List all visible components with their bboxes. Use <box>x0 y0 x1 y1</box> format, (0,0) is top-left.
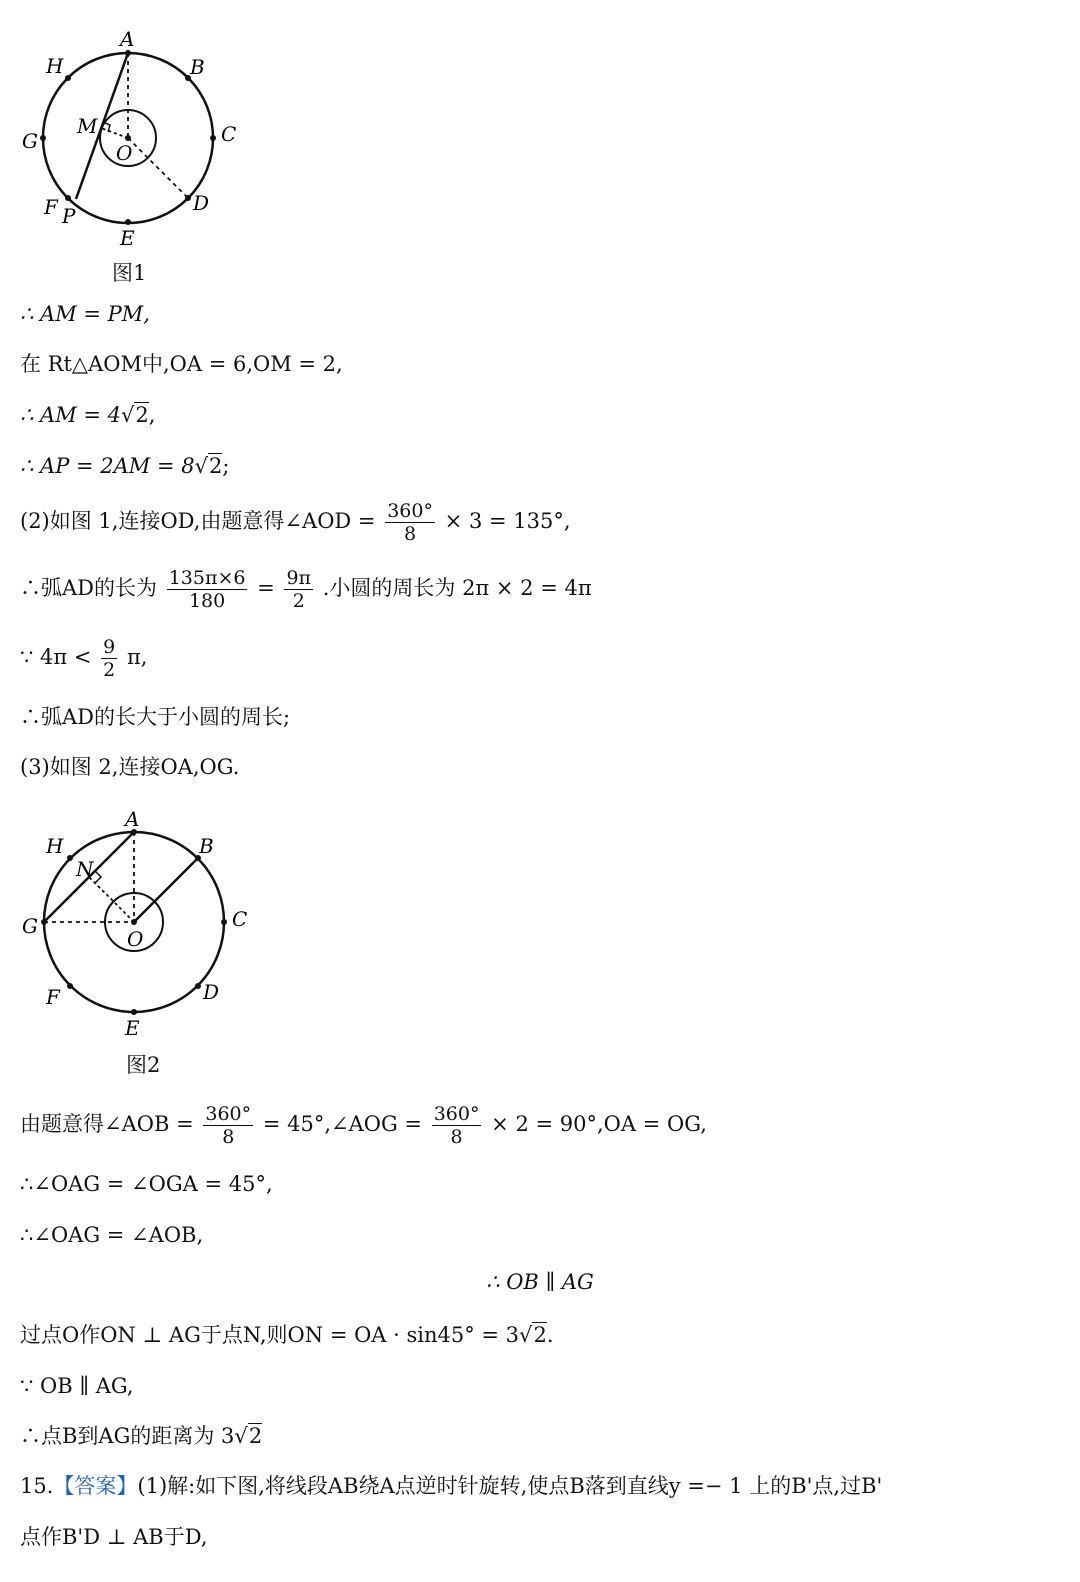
line-2: 在 Rt△AOM中,OA = 6,OM = 2, <box>20 352 343 376</box>
line-7: ∵ 4π < $\frac{9}{2}$ π, <box>20 636 148 681</box>
label-e: E <box>120 226 135 250</box>
label-f: F <box>46 985 60 1009</box>
line-6: ∴弧AD的长为 $\frac{135\pi\times 6}{180}$ = $\frac{9\pi}{2}$ .小圆的周长为 2π × 2 = 4π <box>20 567 592 612</box>
line-3: ∴ AM = 4√2, <box>20 403 156 427</box>
answer-tag: 【答案】 <box>53 1474 138 1498</box>
label-e: E <box>125 1016 140 1040</box>
label-o: O <box>116 141 133 165</box>
segment-od <box>128 138 188 198</box>
line-10: 由题意得∠AOB = $\frac{360^\circ}{8}$ = 45°,∠AOG = $\frac{360^\circ}{8}$ × 2 = 90°,OA = OG, <box>20 1103 707 1148</box>
figure-2-caption: 图2 <box>126 1053 161 1077</box>
line-18: 点作B'D ⊥ AB于D, <box>20 1525 208 1549</box>
line-1: ∴ AM = PM, <box>20 302 150 326</box>
label-m: M <box>77 114 98 138</box>
label-h: H <box>46 54 64 78</box>
label-p: P <box>62 204 76 228</box>
line-15: ∵ OB ∥ AG, <box>20 1374 134 1398</box>
fraction: $\frac{360^\circ}{8}$ <box>205 1103 252 1148</box>
line-4: ∴ AP = 2AM = 8√2; <box>20 454 230 478</box>
figure-2-diagram <box>0 800 270 1050</box>
line-5: (2)如图 1,连接OD,由题意得∠AOD = $\frac{360^\circ}{8}$ × 3 = 135°, <box>20 500 571 545</box>
label-n: N <box>76 857 94 881</box>
label-b: B <box>190 55 205 79</box>
fraction: $\frac{360^\circ}{8}$ <box>433 1103 480 1148</box>
label-d: D <box>203 980 220 1004</box>
line-11: ∴∠OAG = ∠OGA = 45°, <box>20 1172 273 1196</box>
right-angle-mark <box>95 871 101 883</box>
segment-ob <box>134 858 198 922</box>
line-8: ∴弧AD的长大于小圆的周长; <box>20 705 291 729</box>
label-h: H <box>46 834 64 858</box>
fraction: $\frac{9}{2}$ <box>103 636 116 681</box>
line-13: ∴ OB ∥ AG <box>486 1270 594 1294</box>
line-9: (3)如图 2,连接OA,OG. <box>20 755 240 779</box>
figure-1-caption: 图1 <box>112 261 147 285</box>
segment-om <box>101 128 128 138</box>
label-a: A <box>120 27 135 51</box>
line-17: 15.【答案】(1)解:如下图,将线段AB绕A点逆时针旋转,使点B落到直线y =− 1 上的B'点,过B' <box>20 1474 883 1498</box>
fraction: $\frac{135\pi\times 6}{180}$ <box>168 567 246 612</box>
segment-on <box>89 877 134 922</box>
label-b: B <box>199 834 214 858</box>
label-a: A <box>125 807 140 831</box>
label-g: G <box>22 129 38 153</box>
fraction: $\frac{360^\circ}{8}$ <box>387 500 433 545</box>
label-c: C <box>232 907 248 931</box>
label-g: G <box>22 914 38 938</box>
label-c: C <box>221 122 237 146</box>
label-d: D <box>193 191 210 215</box>
label-o: O <box>127 927 144 951</box>
line-14: 过点O作ON ⊥ AG于点N,则ON = OA · sin45° = 3√2. <box>20 1323 554 1347</box>
line-16: ∴点B到AG的距离为 3√2 <box>20 1424 263 1448</box>
line-12: ∴∠OAG = ∠AOB, <box>20 1223 204 1247</box>
label-f: F <box>44 195 58 219</box>
fraction: $\frac{9\pi}{2}$ <box>286 567 312 612</box>
figure-1-diagram <box>0 20 270 260</box>
